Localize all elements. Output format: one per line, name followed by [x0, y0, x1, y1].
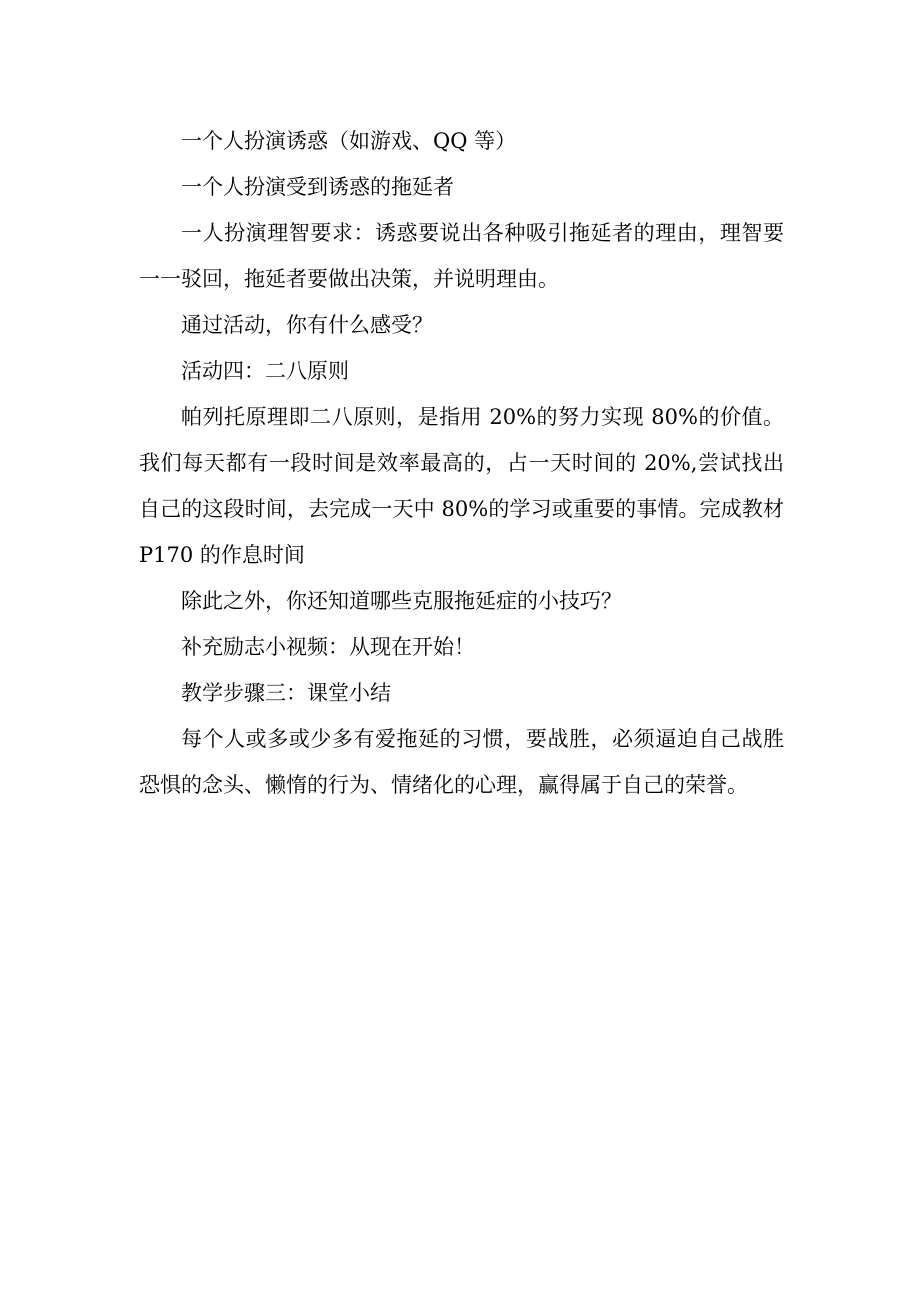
heading-activity-four: 活动四：二八原则	[181, 359, 349, 383]
heading-step-three: 教学步骤三：课堂小结	[181, 681, 391, 705]
paragraph-role-reason: 一人扮演理智要求：诱惑要说出各种吸引拖延者的理由，理智要一一驳回，拖延者要做出决策，并说明理由。	[139, 221, 784, 291]
document-body	[139, 118, 784, 808]
paragraph-activity-question: 通过活动，你有什么感受？	[181, 313, 433, 337]
paragraph-tips-question: 除此之外，你还知道哪些克服拖延症的小技巧？	[181, 589, 622, 613]
paragraph-role-procrastinator: 一个人扮演受到诱惑的拖延者	[181, 175, 454, 199]
paragraph-pareto-principle: 帕列托原理即二八原则，是指用 20%的努力实现 80%的价值。我们每天都有一段时间是效率最高的，占一天时间的 20%,尝试找出自己的这段时间，去完成一天中 80%的学习或重要的事情。完成教材 P170 的作息时间	[139, 405, 784, 567]
paragraph-video: 补充励志小视频：从现在开始！	[181, 635, 475, 659]
paragraph-summary: 每个人或多或少多有爱拖延的习惯，要战胜，必须逼迫自己战胜恐惧的念头、懒惰的行为、情绪化的心理，赢得属于自己的荣誉。	[139, 727, 784, 797]
paragraph-role-temptation: 一个人扮演诱惑（如游戏、QQ 等）	[181, 129, 517, 153]
